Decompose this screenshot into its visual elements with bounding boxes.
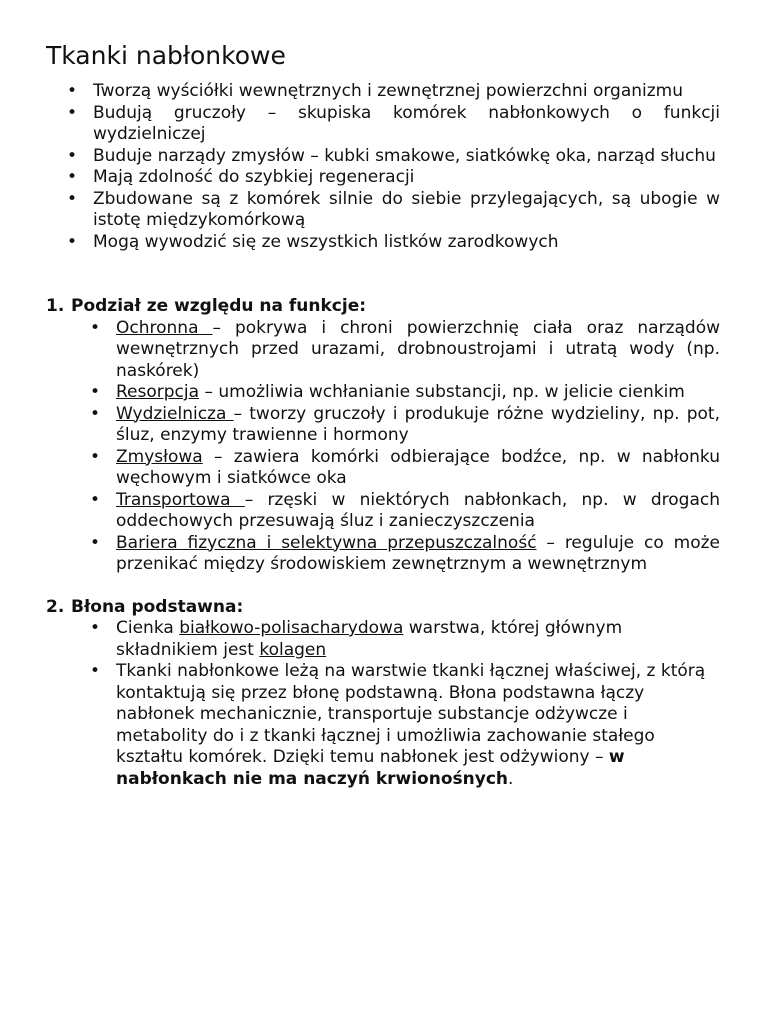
- list-item: [116, 490, 720, 533]
- section-heading: [46, 597, 720, 619]
- list-item: [116, 533, 720, 576]
- term: kolagen: [259, 639, 327, 660]
- term: Resorpcja: [116, 382, 200, 402]
- definition: – zawiera komórki odbierające bodźce, np. w nabłonku węchowym i siatkówce oka: [116, 446, 720, 488]
- definition: – rzęski w niektórych nabłonkach, np. w drogach oddechowych przesuwają śluz i zanieczyszczenia: [116, 489, 720, 531]
- list-item: • Zbudowane są z komórek silnie do siebie przylegających, są ubogie w istotę międzykomórkową: [93, 189, 720, 232]
- list-item: • Budują gruczoły – skupiska komórek nabłonkowych o funkcji wydzielniczej: [93, 103, 720, 146]
- term: Bariera fizyczna i selektywna przepuszczalność: [116, 532, 537, 553]
- term: Transportowa: [116, 489, 245, 510]
- document-page: [46, 41, 720, 790]
- definition: – pokrywa i chroni powierzchnię ciała oraz narządów wewnętrznych przed urazami, drobnoustrojami i utratą wody (np. naskórek): [116, 317, 721, 381]
- section-heading-text: Błona podstawna:: [71, 596, 244, 617]
- text-fragment: Tkanki nabłonkowe leżą na warstwie tkanki łącznej właściwej, z którą kontaktują się przez błonę podstawną. Błona podstawna łączy nabłonek mechanicznie, transportuje substancje odżywcze i metabolity do i z tkanki łącznej i umożliwia zachowanie stałego kształtu komórek. Dzięki temu nabłonek jest odżywiony –: [116, 661, 706, 767]
- section-heading: [46, 296, 720, 318]
- definition: – reguluje co może przenikać między środowiskiem zewnętrznym a wewnętrznym: [116, 532, 720, 574]
- function-list: [116, 318, 720, 576]
- text-fragment: Cienka: [116, 618, 180, 638]
- term: Zmysłowa: [116, 446, 203, 467]
- list-item: • Tworzą wyściółki wewnętrznych i zewnętrznej powierzchni organizmu: [93, 81, 720, 103]
- list-item: [116, 447, 720, 490]
- membrane-list: [116, 618, 720, 790]
- list-item: • Buduje narządy zmysłów – kubki smakowe, siatkówkę oka, narząd słuchu: [93, 146, 720, 168]
- emphasis: w nabłonkach nie ma naczyń krwionośnych: [116, 747, 625, 789]
- list-item: • Mogą wywodzić się ze wszystkich listków zarodkowych: [93, 232, 720, 254]
- term: Ochronna: [116, 317, 213, 338]
- definition: – tworzy gruczoły i produkuje różne wydzieliny, np. pot, śluz, enzymy trawienne i hormony: [116, 403, 720, 445]
- list-item: [116, 318, 720, 383]
- section-functions: [46, 296, 720, 576]
- text-fragment: .: [508, 768, 514, 789]
- intro-list: [93, 81, 720, 253]
- section-number: 1.: [46, 296, 65, 316]
- text-fragment: warstwa, której głównym składnikiem jest: [116, 618, 623, 660]
- list-item: [116, 661, 720, 790]
- page-title: Tkanki nabłonkowe: [46, 41, 286, 70]
- section-number: 2.: [46, 596, 65, 617]
- list-item: [116, 404, 720, 447]
- definition: – umożliwia wchłanianie substancji, np. w jelicie cienkim: [199, 382, 685, 402]
- term: białkowo-polisacharydowa: [179, 618, 404, 638]
- list-item: • Mają zdolność do szybkiej regeneracji: [93, 167, 720, 189]
- section-heading-text: Podział ze względu na funkcje:: [71, 296, 367, 316]
- term: Wydzielnicza: [116, 403, 234, 424]
- section-basement-membrane: [46, 597, 720, 791]
- list-item: [116, 618, 720, 661]
- list-item: [116, 382, 720, 404]
